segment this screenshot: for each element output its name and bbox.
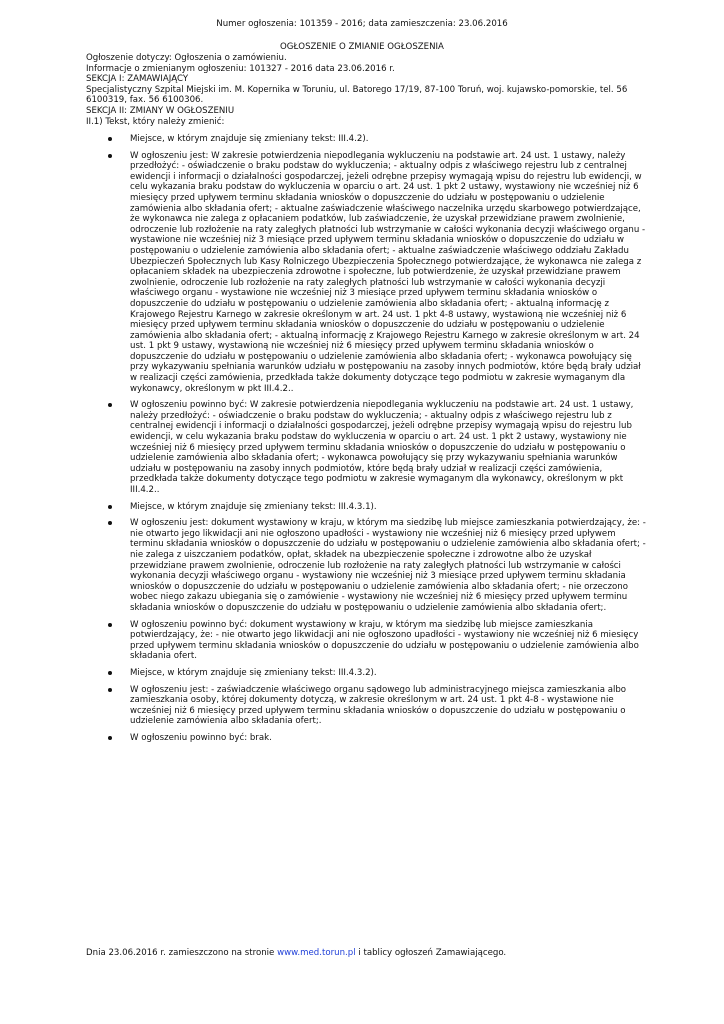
list-item <box>86 502 646 513</box>
list-item <box>86 620 646 662</box>
contracting-authority: Specjalistyczny Szpital Miejski im. M. Kopernika w Toruniu, ul. Batorego 17/19, 87-100 Toruń, woj. kujawsko-pomorskie, tel. 56 6100319, fax. 56 6100306. <box>86 84 628 106</box>
footer-text: i tablicy ogłoszeń Zamawiającego. <box>355 948 507 958</box>
section-heading: SEKCJA I: ZAMAWIAJĄCY <box>86 74 189 85</box>
list-item <box>86 134 646 145</box>
bullet-icon <box>108 521 112 525</box>
list-item-text: Miejsce, w którym znajduje się zmieniany tekst: III.4.3.2). <box>130 667 377 678</box>
list-item <box>86 400 646 495</box>
changes-list <box>86 134 646 749</box>
list-item-text: Miejsce, w którym znajduje się zmieniany tekst: III.4.3.1). <box>130 501 377 512</box>
bullet-icon <box>108 505 112 509</box>
section-heading: SEKCJA II: ZMIANY W OGŁOSZENIU <box>86 105 235 116</box>
bullet-icon <box>108 688 112 692</box>
bullet-icon <box>108 403 112 407</box>
list-item-text: Miejsce, w którym znajduje się zmieniany tekst: III.4.2). <box>130 134 369 144</box>
publication-footer <box>86 948 646 959</box>
list-item <box>86 151 646 395</box>
notice-number-line: Numer ogłoszenia: 101359 - 2016; data zamieszczenia: 23.06.2016 <box>216 19 508 29</box>
meta-line: II.1) Tekst, który należy zmienić: <box>86 116 225 127</box>
list-item <box>86 685 646 727</box>
list-item <box>86 733 646 744</box>
website-link[interactable]: www.med.torun.pl <box>277 948 356 958</box>
list-item-text: W ogłoszeniu jest: dokument wystawiony w kraju, w którym ma siedzibę lub miejsce zamieszkania potwierdzający, że: - nie otwarto jego likwidacji ani nie ogłoszono upadłości - wystawiony nie wcześniej niż 6 miesięcy przed upływem terminu składania wniosków o dopuszczenie do udziału w postępowaniu o udzielenie zamówienia albo składania ofert; - nie zalega z uiszczaniem podatków, opłat, składek na ubezpieczenie społeczne i zdrowotne albo że uzyskał przewidziane prawem zwolnienie, odroczenie lub rozłożenie na raty zaległych płatności lub wstrzymanie w całości wykonania decyzji właściwego organu - wystawiony nie wcześniej niż 3 miesiące przed upływem terminu składania wniosków o dopuszczenie do udziału w postępowaniu o udzielenie zamówienia albo składania ofert; - nie orzeczono wobec niego zakazu ubiegania się o zamówienie - wystawiony nie wcześniej niż 6 miesięcy przed upływem terminu składania wniosków o dopuszczenie do udziału w postępowaniu o udzielenie zamówienia albo składania ofert;. <box>130 518 646 613</box>
list-item <box>86 518 646 613</box>
list-item-text: W ogłoszeniu jest: - zaświadczenie właściwego organu sądowego lub administracyjnego miejsca zamieszkania albo zamieszkania osoby, której dokumenty dotyczą, w zakresie określonym w art. 24 ust. 1 pkt 4-8 - wystawione nie wcześniej niż 6 miesięcy przed upływem terminu składania wniosków o dopuszczenie do udziału w postępowaniu o udzielenie zamówienia albo składania ofert;. <box>130 684 627 727</box>
list-item-text: W ogłoszeniu jest: W zakresie potwierdzenia niepodlegania wykluczeniu na podstawie art. 24 ust. 1 ustawy, należy przedłożyć: - oświadczenie o braku podstaw do wykluczenia; - aktualny odpis z właściwego rejestru lub z centralnej ewidencji i informacji o działalności gospodarczej, jeżeli odrębne przepisy wymagają wpisu do rejestru lub ewidencji, w celu wykazania braku podstaw do wykluczenia w oparciu o art. 24 ust. 1 pkt 2 ustawy, wystawiony nie wcześniej niż 6 miesięcy przed upływem terminu składania wniosków o dopuszczenie do udziału w postępowaniu o udzielenie zamówienia albo składania ofert; - aktualne zaświadczenie właściwego naczelnika urzędu skarbowego potwierdzające, że wykonawca nie zalega z opłacaniem podatków, lub zaświadczenie, że uzyskał przewidziane prawem zwolnienie, odroczenie lub rozłożenie na raty zaległych płatności lub wstrzymanie w całości wykonania decyzji właściwego organu - wystawione nie wcześniej niż 3 miesiące przed upływem terminu składania wniosków o dopuszczenie do udziału w postępowaniu o udzielenie zamówienia albo składania ofert; - aktualne zaświadczenie właściwego oddziału Zakładu Ubezpieczeń Społecznych lub Kasy Rolniczego Ubezpieczenia Społecznego potwierdzające, że wykonawca nie zalega z opłacaniem składek na ubezpieczenia zdrowotne i społeczne, lub potwierdzenie, że uzyskał przewidziane prawem zwolnienie, odroczenie lub rozłożenie na raty zaległych płatności lub wstrzymanie w całości wykonania decyzji właściwego organu - wystawione nie wcześniej niż 3 miesiące przed upływem terminu składania wniosków o dopuszczenie do udziału w postępowaniu o udzielenie zamówienia albo składania ofert; - aktualną informację z Krajowego Rejestru Karnego w zakresie określonym w art. 24 ust. 1 pkt 4-8 ustawy, wystawioną nie wcześniej niż 6 miesięcy przed upływem terminu składania wniosków o dopuszczenie do udziału w postępowaniu o udzielenie zamówienia albo składania ofert; - aktualną informację z Krajowego Rejestru Karnego w zakresie określonym w art. 24 ust. 1 pkt 9 ustawy, wystawioną nie wcześniej niż 6 miesięcy przed upływem terminu składania wniosków o dopuszczenie do udziału w postępowaniu o udzielenie zamówienia albo składania ofert; - wykonawca powołujący się przy wykazywaniu spełniania warunków udziału w postępowaniu na zasoby innych podmiotów, które będą brały udział w realizacji części zamówienia, przedkłada także dokumenty dotyczące tego podmiotu w zakresie wymaganym dla wykonawcy, określonym w pkt III.4.2.. <box>130 150 646 394</box>
bullet-icon <box>108 154 112 158</box>
meta-line: Informacje o zmienianym ogłoszeniu: 101327 - 2016 data 23.06.2016 r. <box>86 63 395 74</box>
bullet-icon <box>108 623 112 627</box>
bullet-icon <box>108 671 112 675</box>
notice-meta <box>86 53 646 127</box>
list-item-text: W ogłoszeniu powinno być: W zakresie potwierdzenia niepodlegania wykluczeniu na podstawie art. 24 ust. 1 ustawy, należy przedłożyć: - oświadczenie o braku podstaw do wykluczenia; - aktualny odpis z właściwego rejestru lub z centralnej ewidencji i informacji o działalności gospodarczej, jeżeli odrębne przepisy wymagają wpisu do rejestru lub ewidencji, w celu wykazania braku podstaw do wykluczenia w oparciu o art. 24 ust. 1 pkt 2 ustawy, wystawiony nie wcześniej niż 6 miesięcy przed upływem terminu składania wniosków o dopuszczenie do udziału w postępowaniu o udzielenie zamówienia albo składania ofert; - wykonawca powołujący się przy wykazywaniu spełniania warunków udziału w postępowaniu na zasoby innych podmiotów, które będą brały udział w realizacji części zamówienia, przedkłada także dokumenty dotyczące tego podmiotu w zakresie wymaganym dla wykonawcy, określonym w pkt III.4.2.. <box>130 400 634 495</box>
document-title: OGŁOSZENIE O ZMIANIE OGŁOSZENIA <box>280 42 444 52</box>
bullet-icon <box>108 736 112 740</box>
list-item-text: W ogłoszeniu powinno być: brak. <box>130 732 272 743</box>
list-item <box>86 668 646 679</box>
bullet-icon <box>108 137 112 141</box>
footer-text: Dnia 23.06.2016 r. zamieszczono na stronie <box>86 948 278 958</box>
list-item-text: W ogłoszeniu powinno być: dokument wystawiony w kraju, w którym ma siedzibę lub miejsce zamieszkania potwierdzający, że: - nie otwarto jego likwidacji ani nie ogłoszono upadłości - wystawiony nie wcześniej niż 6 miesięcy przed upływem terminu składania wniosków o dopuszczenie do udziału w postępowaniu o udzielenie zamówienia albo składania ofert. <box>130 619 639 662</box>
meta-line: Ogłoszenie dotyczy: Ogłoszenia o zamówieniu. <box>86 53 287 63</box>
